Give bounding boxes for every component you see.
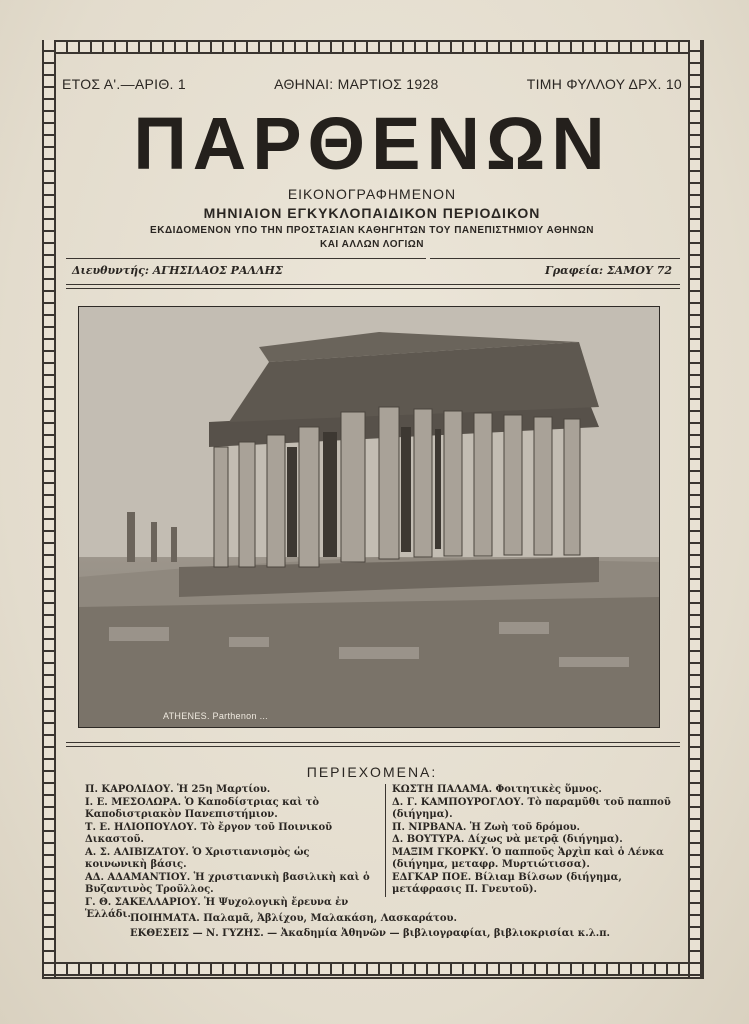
subtitle-periodical: ΜΗΝΙΑΙΟΝ ΕΓΚΥΚΛΟΠΑΙΔΙΚΟΝ ΠΕΡΙΟΔΙΚΟΝ (203, 205, 541, 221)
contents-item: Ι. Ε. ΜΕΣΟΛΩΡΑ. Ὁ Καποδίστριας καὶ τὸ Καποδιστριακὸν Πανεπιστήμιον. (85, 796, 320, 820)
parthenon-illustration (79, 307, 659, 727)
rule-above-contents (66, 742, 680, 743)
contents-item: Τ. Ε. ΗΛΙΟΠΟΥΛΟΥ. Τὸ ἔργον τοῦ Ποινικοῦ Δικαστοῦ. (85, 821, 333, 845)
exhibitions-line: ΕΚΘΕΣΕΙΣ — Ν. ΓΥΖΗΣ. — Ἀκαδημία Ἀθηνῶν — βιβλιογραφίαι, βιβλιοκρισίαι κ.λ.π. (130, 928, 611, 939)
office-address: Γραφεία: ΣΑΜΟΥ 72 (545, 264, 672, 277)
contents-left-column (85, 784, 370, 922)
contents-item: ΚΩΣΤΗ ΠΑΛΑΜΑ. Φοιτητικὲς ὕμνος. (392, 784, 602, 795)
subtitle-illustrated: ΕΙΚΟΝΟΓΡΑΦΗΜΕΝΟΝ (287, 186, 457, 202)
photo-caption: ATHENES. Parthenon ... (163, 711, 268, 721)
contents-item: Γ. Θ. ΣΑΚΕΛΛΑΡΙΟΥ. Ἡ Ψυχολογικὴ ἔρευνα ἐν Ἑλλάδι. (85, 896, 349, 920)
subtitle-patronage: ΕΚΔΙΔΟΜΕΝΟΝ ΥΠΟ ΤΗΝ ΠΡΟΣΤΑΣΙΑΝ ΚΑΘΗΓΗΤΩΝ ΤΟΥ ΠΑΝΕΠΙΣΤΗΜΙΟΥ ΑΘΗΝΩΝ (150, 225, 594, 236)
contents-item: Π. ΝΙΡΒΑΝΑ. Ἡ Ζωὴ τοῦ δρόμου. (392, 821, 581, 833)
rule-below-info (66, 284, 680, 285)
rule-right (430, 258, 680, 259)
contents-item: Π. ΚΑΡΟΛΙΔΟΥ. Ἡ 25η Μαρτίου. (85, 784, 271, 795)
magazine-title: ΠΑΡΘΕΝΩΝ (133, 102, 611, 185)
contents-item: ΕΔΓΚΑΡ ΠΟΕ. Βίλιαμ Βίλσων (διήγημα, μετάφρασις Π. Γνευτοῦ). (392, 871, 622, 895)
price: ΤΙΜΗ ΦΥΛΛΟΥ ΔΡΧ. 10 (526, 76, 682, 92)
issue-number: ΕΤΟΣ Α'.—ΑΡΙΘ. 1 (62, 76, 187, 92)
issue-line (62, 76, 682, 92)
meander-border-right (688, 40, 702, 977)
contents-item: Δ. Γ. ΚΑΜΠΟΥΡΟΓΛΟΥ. Τὸ παραμῦθι τοῦ παπποῦ (διήγημα). (392, 796, 671, 820)
meander-border-left (42, 40, 56, 977)
contents-item: Α. Σ. ΑΛΙΒΙΖΑΤΟΥ. Ὁ Χριστιανισμὸς ὡς κοινωνικὴ βάσις. (85, 846, 310, 870)
contents-heading: ΠΕΡΙΕΧΟΜΕΝΑ: (306, 764, 438, 780)
parthenon-photo (78, 306, 660, 728)
contents-item: Δ. ΒΟΥΤΥΡΑ. Δίχως νὰ μετρᾷ (διήγημα). (392, 834, 623, 845)
info-line (72, 264, 672, 277)
rule-above-contents-2 (66, 746, 680, 747)
meander-border-top (42, 40, 704, 54)
contents-right-column (385, 784, 682, 897)
subtitle-scholars: ΚΑΙ ΑΛΛΩΝ ΛΟΓΙΩΝ (319, 239, 425, 250)
rule-left (66, 258, 426, 259)
rule-below-info-2 (66, 288, 680, 289)
place-date: ΑΘΗΝΑΙ: ΜΑΡΤΙΟΣ 1928 (274, 76, 439, 92)
director: Διευθυντής: ΑΓΗΣΙΛΑΟΣ ΡΑΛΛΗΣ (72, 264, 283, 277)
poems-line: ΠΟΙΗΜΑΤΑ. Παλαμᾶ, Ἀβλίχου, Μαλακάση, Λασκαράτου. (130, 913, 457, 924)
contents-item: ΑΔ. ΑΔΑΜΑΝΤΙΟΥ. Ἡ χριστιανικὴ βασιλικὴ καὶ ὁ Βυζαντινὸς Τροῦλλος. (85, 871, 370, 895)
meander-border-bottom (42, 962, 704, 976)
contents-item: ΜΑΞΙΜ ΓΚΟΡΚΥ. Ὁ παπποῦς Ἀρχὶπ καὶ ὁ Λένκα (διήγημα, μεταφρ. Μυρτιώτισσα). (392, 846, 664, 870)
